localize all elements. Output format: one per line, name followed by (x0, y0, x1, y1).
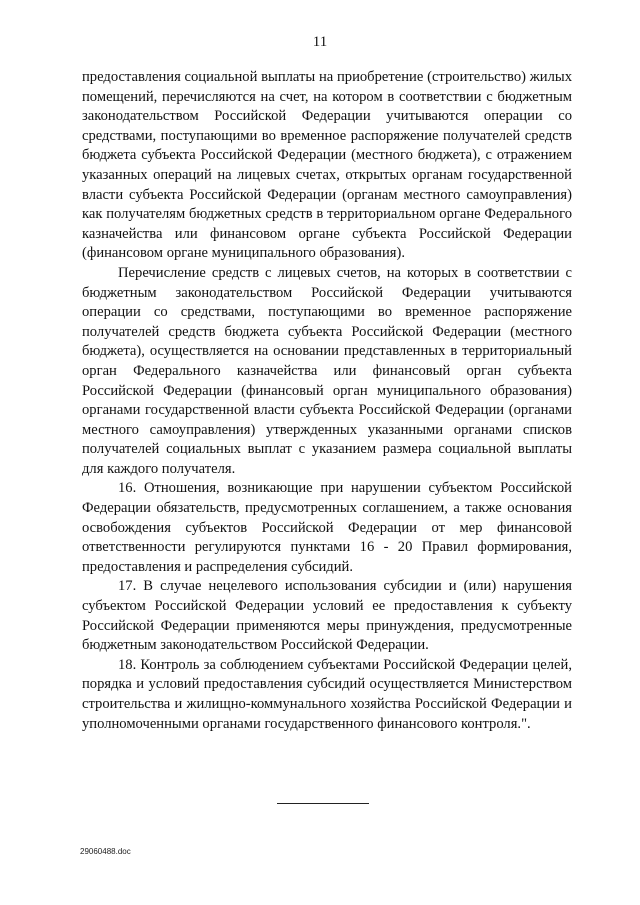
document-body (82, 68, 572, 734)
paragraph-clause-18: 18. Контроль за соблюдением субъектами Российской Федерации целей, порядка и условий предоставления субсидий осуществляется Министерством строительства и жилищно-коммунального хозяйства Российской Федерации и уполномоченными органами государственного финансового контроля.". (82, 656, 572, 732)
paragraph-clause-16: 16. Отношения, возникающие при нарушении субъектом Российской Федерации обязательств, предусмотренных соглашением, а также основания освобождения субъектов Российской Федерации от мер финансовой ответственности регулируются пунктами 16 - 20 Правил формирования, предоставления и распределения субсидий. (82, 480, 572, 575)
footer-file-name: 29060488.doc (80, 847, 131, 856)
paragraph-continuation: предоставления социальной выплаты на приобретение (строительство) жилых помещений, перечисляются на счет, на котором в соответствии с бюджетным законодательством Российской Федерации учитываются операции со средствами, поступающими во временное распоряжение получателей средств бюджета субъекта Российской Федерации (местного бюджета), с отражением указанных операций на лицевых счетах, открытых органам государственной власти субъекта Российской Федерации (органам местного самоуправления) как получателям бюджетных средств в территориальном органе Федерального казначейства или финансовом органе субъекта Российской Федерации (финансовом органе муниципального образования). (82, 69, 572, 262)
end-divider (277, 803, 369, 804)
paragraph-clause-17: 17. В случае нецелевого использования субсидии и (или) нарушения субъектом Российской Федерации условий ее предоставления к субъекту Российской Федерации применяются меры принуждения, предусмотренные бюджетным законодательством Российской Федерации. (82, 578, 572, 654)
page-number: 11 (312, 34, 328, 50)
paragraph-transfer-funds: Перечисление средств с лицевых счетов, на которых в соответствии с бюджетным законодательством Российской Федерации учитываются операции со средствами, поступающими во временное распоряжение получателей средств бюджета субъекта Российской Федерации (местного бюджета), осуществляется на основании представленных в территориальный орган Федерального казначейства или финансовый орган субъекта Российской Федерации (финансовый орган муниципального образования) органами государственной власти субъекта Российской Федерации (органами местного самоуправления) утвержденных указанными органами списков получателей социальных выплат с указанием размера социальной выплаты для каждого получателя. (82, 264, 572, 477)
